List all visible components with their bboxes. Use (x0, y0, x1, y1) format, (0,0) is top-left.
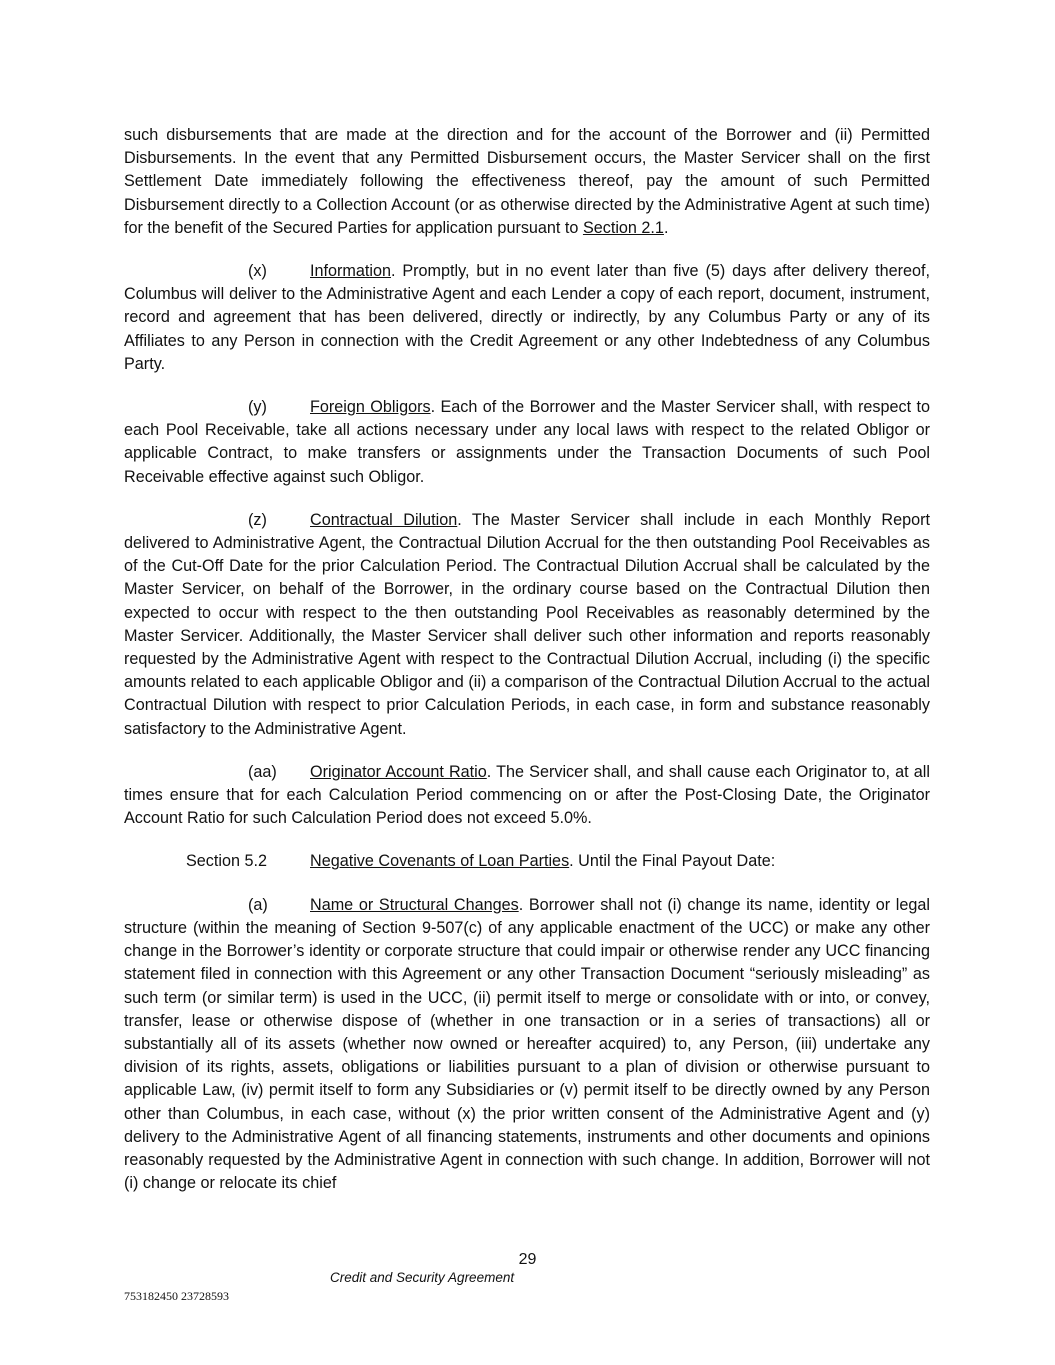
paragraph-aa (124, 761, 930, 831)
clause-number: (aa) (248, 762, 277, 781)
clause-heading: Contractual Dilution (310, 510, 458, 529)
clause-text: . Borrower shall not (i) change its name, identity or legal structure (within the meaning of Section 9-507(c) of any applicable enactment of the UCC) or make any other change in the Borrower’s identity or corporate structure that could impair or otherwise render any UCC financing statement filed in connection with this Agreement or any other Transaction Document “seriously misleading” as such term (or similar term) is used in the UCC, (ii) permit itself to merge or consolidate with or into, or convey, transfer, lease or otherwise dispose of (whether in one transaction or in a series of transactions) all or substantially all of its assets (whether now owned or hereafter acquired) to, any Person, (iii) undertake any division of its rights, assets, obligations or liabilities pursuant to a plan of division or otherwise pursuant to applicable Law, (iv) permit itself to form any Subsidiaries or (v) permit itself to be directly owned by any Person other than Columbus, in each case, without (x) the prior written consent of the Administrative Agent and (y) delivery to the Administrative Agent of all financing statements, instruments and other documents and opinions reasonably requested by the Administrative Agent in connection with such change. In addition, Borrower will not (i) change or relocate its chief (124, 895, 930, 1193)
clause-number: (a) (248, 895, 268, 914)
paragraph-y (124, 396, 930, 489)
clause-text: . The Master Servicer shall include in each Monthly Report delivered to Administrative Agent, the Contractual Dilution Accrual for the then outstanding Pool Receivables as of the Cut-Off Date for the prior Calculation Period. The Contractual Dilution Accrual shall be calculated by the Master Servicer, on behalf of the Borrower, in the ordinary course based on the Contractual Dilution then expected to occur with respect to the then outstanding Pool Receivables as reasonably determined by the Master Servicer. Additionally, the Master Servicer shall deliver such other information and reports reasonably requested by the Administrative Agent with respect to the Contractual Dilution Accrual, including (i) the specific amounts related to each applicable Obligor and (ii) a comparison of the Contractual Dilution Accrual to the actual Contractual Dilution with respect to prior Calculation Periods, in each case, in form and substance reasonably satisfactory to the Administrative Agent. (124, 510, 930, 738)
clause-heading: Name or Structural Changes (310, 895, 519, 914)
clause-number: (x) (248, 262, 267, 281)
clause-text: . The Servicer shall, and shall cause each Originator to, at all times ensure that for each Calculation Period commencing on or after the Post-Closing Date, the Originator Account Ratio for such Calculation Period does not exceed 5.0%. (124, 762, 930, 828)
section-heading: Negative Covenants of Loan Parties (310, 852, 570, 871)
clause-number: (z) (248, 510, 267, 529)
paragraph-z (124, 509, 930, 741)
clause-heading: Originator Account Ratio (310, 762, 487, 781)
paragraph-continuation (124, 124, 930, 240)
section-heading-line (124, 850, 930, 873)
document-body (124, 124, 930, 1215)
clause-text: . Promptly, but in no event later than five (5) days after delivery thereof, Columbus will deliver to the Administrative Agent and each Lender a copy of each report, document, instrument, record and agreement that has been delivered, directly or indirectly, by any Columbus Party or any of its Affiliates to any Person in connection with the Credit Agreement or any other Indebtedness of any Columbus Party. (124, 262, 930, 373)
paragraph-a (124, 894, 930, 1196)
clause-number: (y) (248, 398, 267, 417)
clause-text: . Each of the Borrower and the Master Servicer shall, with respect to each Pool Receivable, take all actions necessary under any local laws with respect to the related Obligor or applicable Contract, to make transfers or assignments under the Transaction Documents of such Pool Receivable effective against such Obligor. (124, 398, 930, 486)
footer-title: Credit and Security Agreement (330, 1270, 515, 1285)
document-id: 753182450 23728593 (124, 1289, 229, 1303)
section-reference-link: Section 2.1 (582, 218, 664, 237)
page-number: 29 (518, 1251, 537, 1268)
paragraph-end: . (663, 218, 669, 237)
clause-heading: Foreign Obligors (310, 398, 431, 417)
paragraph-x (124, 260, 930, 376)
section-heading-text: . Until the Final Payout Date: (569, 852, 776, 871)
paragraph-text: such disbursements that are made at the direction and for the account of the Borrower and (ii) Permitted Disbursements. In the event that any Permitted Disbursement occurs, the Master Servicer shall on the first Settlement Date immediately following the effectiveness thereof, pay the amount of such Permitted Disbursement directly to a Collection Account (or as otherwise directed by the Administrative Agent at such time) for the benefit of the Secured Parties for application pursuant to (124, 126, 930, 237)
section-number: Section 5.2 (186, 852, 267, 871)
clause-heading: Information (310, 262, 391, 281)
